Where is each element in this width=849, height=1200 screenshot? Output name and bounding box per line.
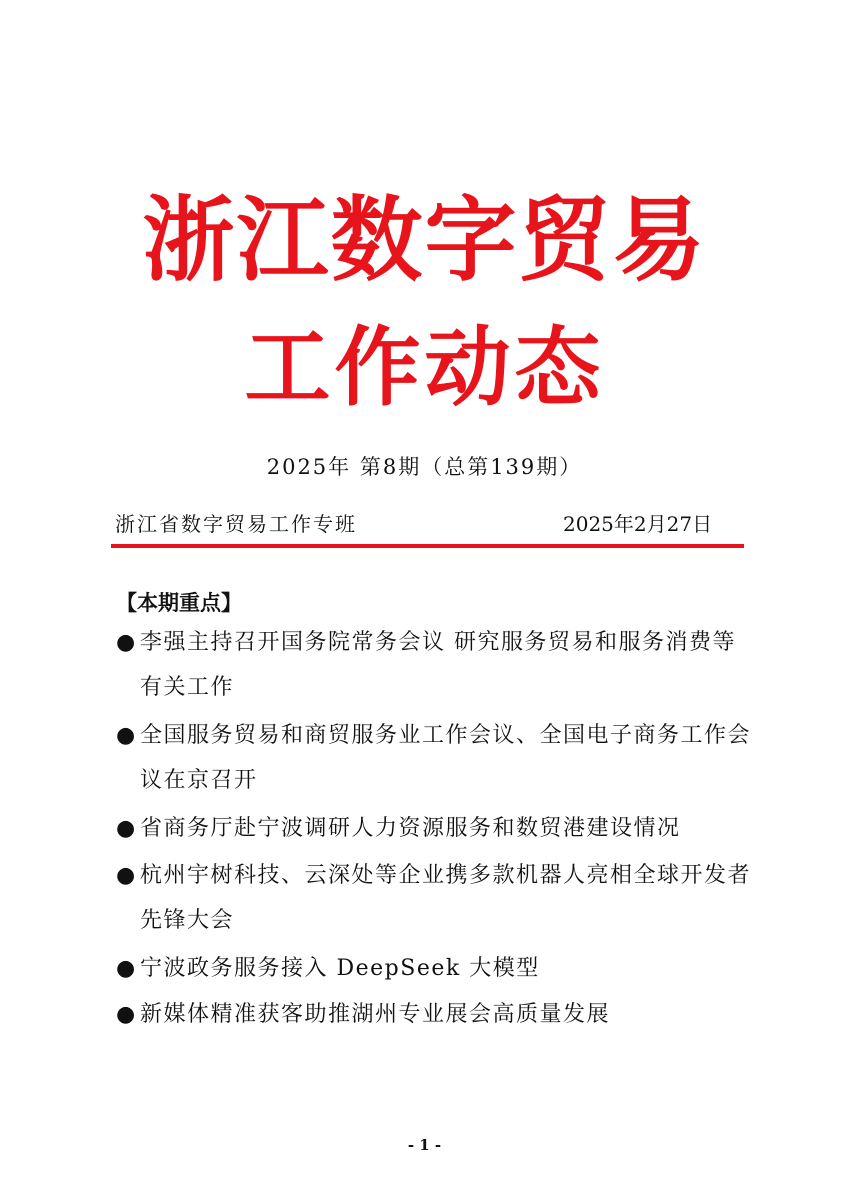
highlights-heading: 【本期重点】 (116, 591, 242, 615)
red-divider-rule (111, 544, 744, 548)
list-item (116, 713, 756, 803)
list-item-text: 宁波政务服务接入 DeepSeek 大模型 (140, 956, 540, 981)
masthead-title-line-1: 浙江数字贸易 (142, 187, 707, 294)
list-item-text: 新媒体精准获客助推湖州专业展会高质量发展 (140, 1002, 611, 1027)
issue-info: 2025年 第8期（总第139期） (266, 455, 583, 479)
bullet-icon: ● (116, 630, 137, 655)
page-number: - 1 - (407, 1136, 442, 1154)
list-item-text: 省商务厅赴宁波调研人力资源服务和数贸港建设情况 (140, 816, 681, 841)
masthead-title-line-2: 工作动态 (244, 318, 605, 418)
list-item (116, 946, 756, 991)
bullet-icon: ● (116, 723, 137, 748)
organization-name: 浙江省数字贸易工作专班 (115, 512, 357, 536)
list-item-text: 李强主持召开国务院常务会议 研究服务贸易和服务消费等有关工作 (140, 630, 736, 700)
bullet-icon: ● (116, 816, 137, 841)
list-item-text: 杭州宇树科技、云深处等企业携多款机器人亮相全球开发者先锋大会 (140, 863, 752, 933)
publish-date: 2025年2月27日 (563, 512, 713, 536)
list-item (116, 992, 756, 1037)
list-item (116, 853, 756, 943)
list-item (116, 620, 756, 710)
list-item (116, 806, 756, 851)
bullet-icon: ● (116, 863, 137, 888)
bullet-icon: ● (116, 1002, 137, 1027)
list-item-text: 全国服务贸易和商贸服务业工作会议、全国电子商务工作会议在京召开 (140, 723, 752, 793)
bullet-icon: ● (116, 956, 137, 981)
